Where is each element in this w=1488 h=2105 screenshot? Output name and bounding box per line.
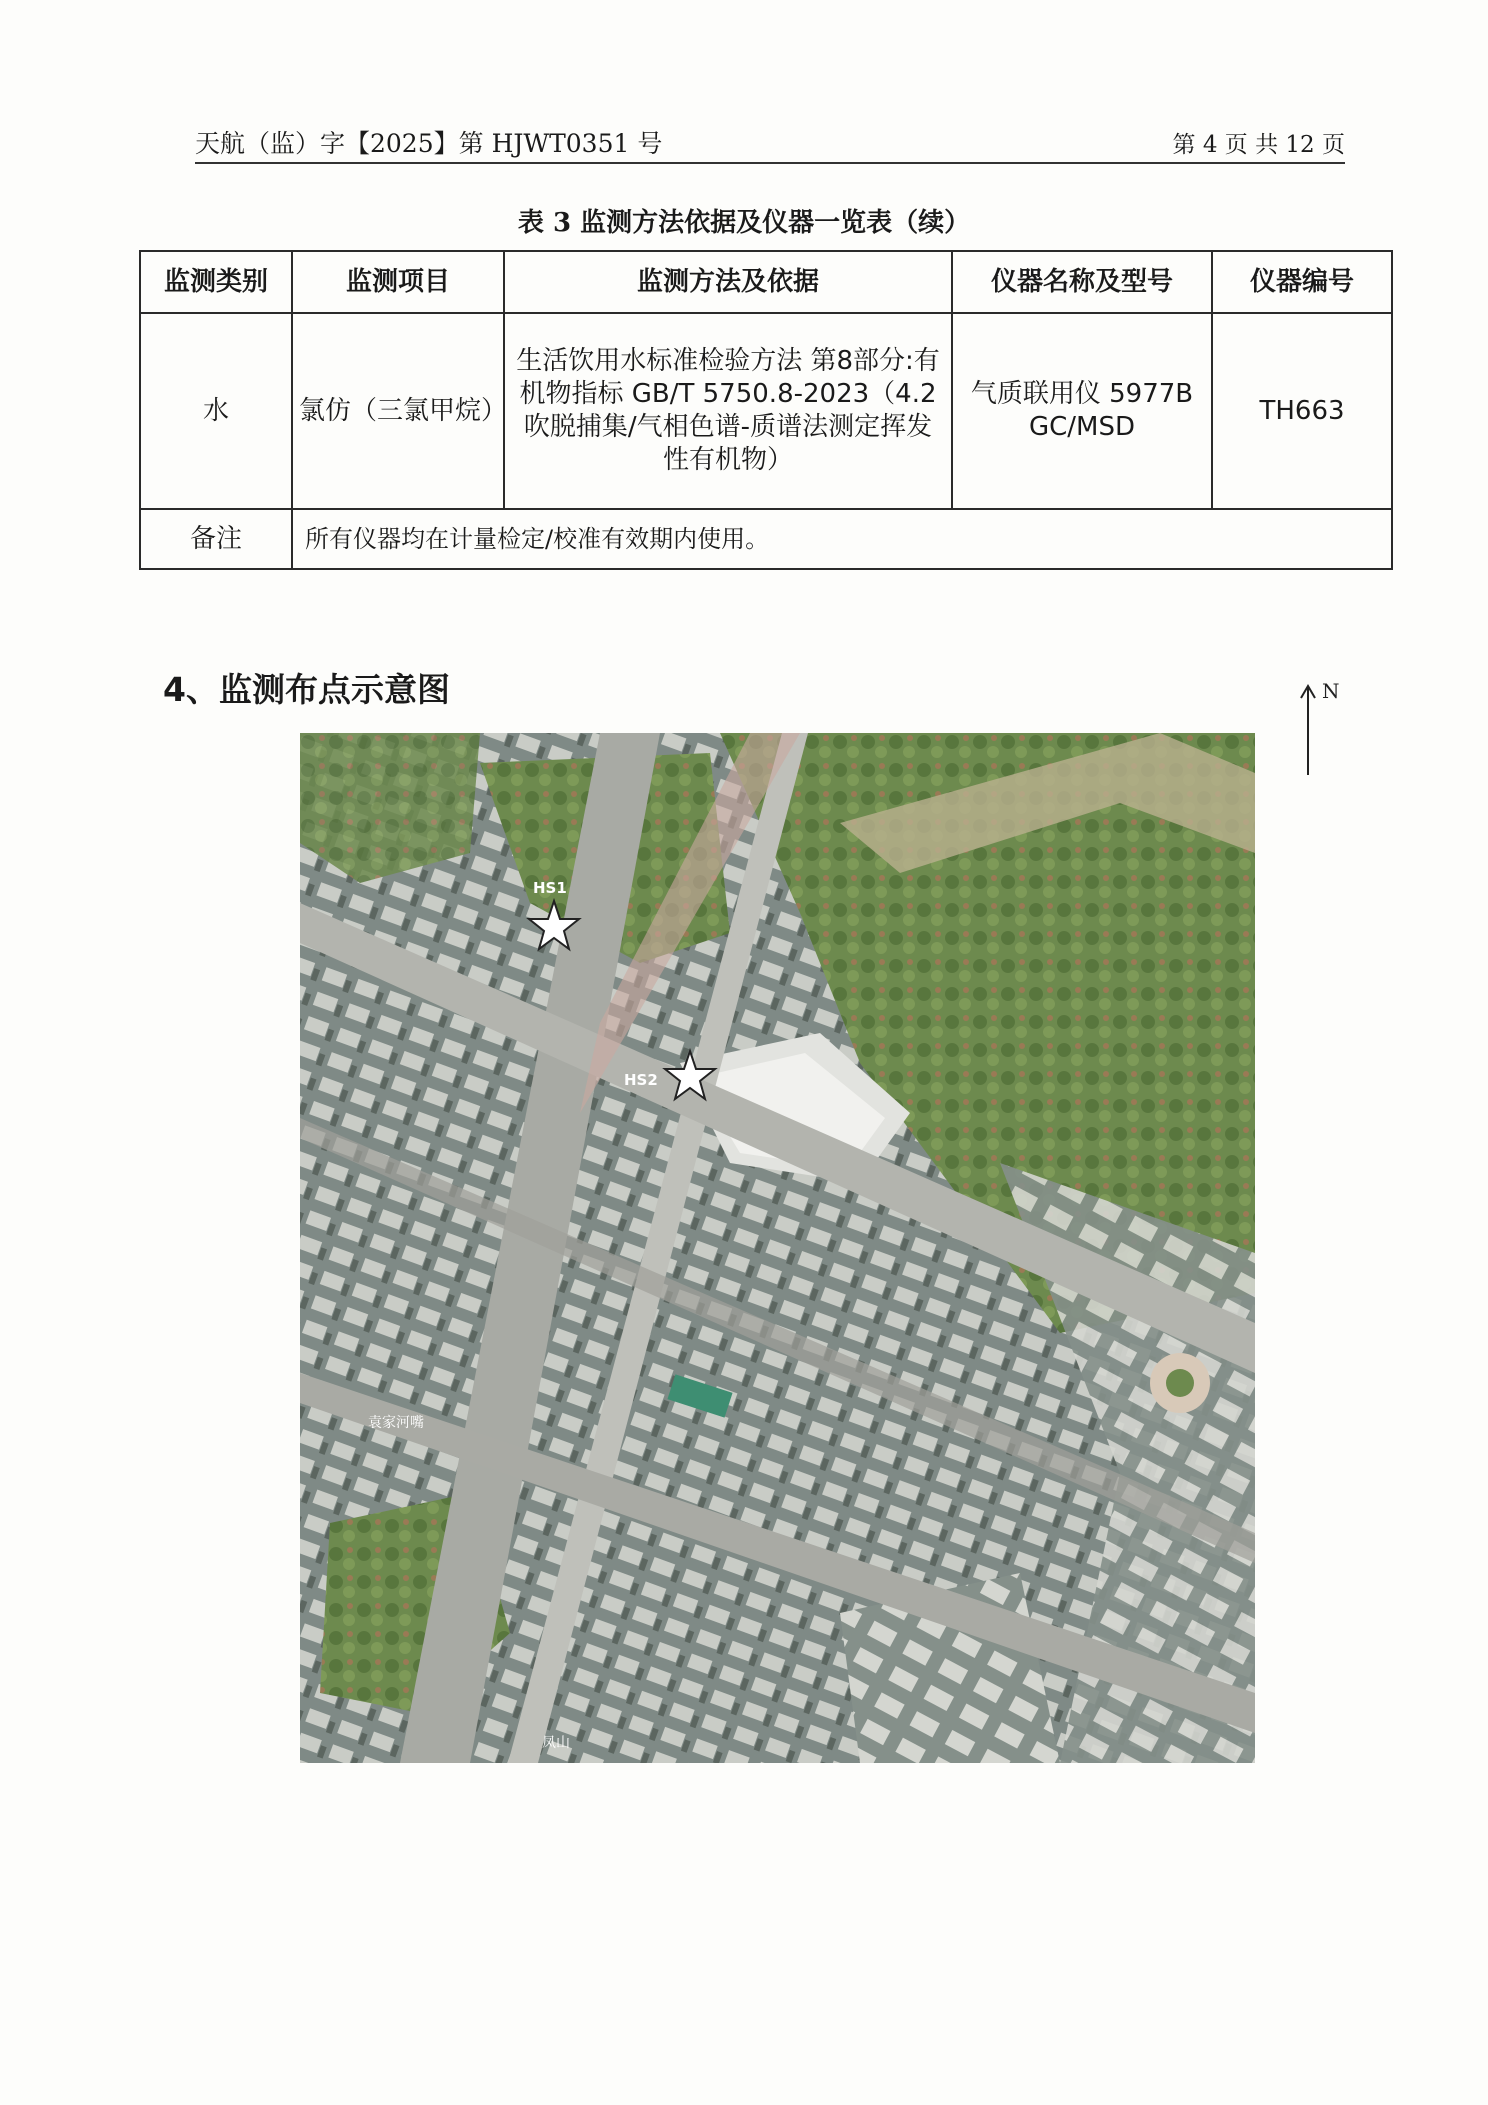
column-header: 监测类别 (140, 251, 292, 313)
note-row (140, 509, 1392, 569)
cell-instrument-no: TH663 (1212, 313, 1392, 509)
note-label: 备注 (140, 509, 292, 569)
page-header (195, 118, 1345, 164)
section-title: 4、监测布点示意图 (163, 670, 450, 709)
cell-method: 生活饮用水标准检验方法 第8部分:有机物指标 GB/T 5750.8-2023（4.2 吹脱捕集/气相色谱-质谱法测定挥发性有机物） (504, 313, 952, 509)
note-text: 所有仪器均在计量检定/校准有效期内使用。 (292, 509, 1392, 569)
place-label: 凤山 (542, 1735, 570, 1751)
cell-instrument: 气质联用仪 5977B GC/MSD (952, 313, 1212, 509)
column-header: 监测项目 (292, 251, 504, 313)
table-header-row (140, 251, 1392, 313)
method-instrument-table (139, 250, 1393, 570)
column-header: 监测方法及依据 (504, 251, 952, 313)
north-label: N (1322, 680, 1340, 703)
cell-category: 水 (140, 313, 292, 509)
place-label: 袁家河嘴 (368, 1415, 424, 1431)
north-arrow-icon (1298, 680, 1358, 780)
cell-item: 氯仿（三氯甲烷） (292, 313, 504, 509)
satellite-map (300, 733, 1255, 1763)
column-header: 仪器名称及型号 (952, 251, 1212, 313)
point-label: HS2 (624, 1071, 658, 1089)
table-row (140, 313, 1392, 509)
point-label: HS1 (533, 879, 567, 897)
column-header: 仪器编号 (1212, 251, 1392, 313)
document-number: 天航（监）字【2025】第 HJWT0351 号 (195, 129, 663, 158)
map-image (300, 733, 1255, 1763)
table-caption: 表 3 监测方法依据及仪器一览表（续） (517, 208, 971, 238)
page-info: 第 4 页 共 12 页 (1172, 132, 1345, 158)
